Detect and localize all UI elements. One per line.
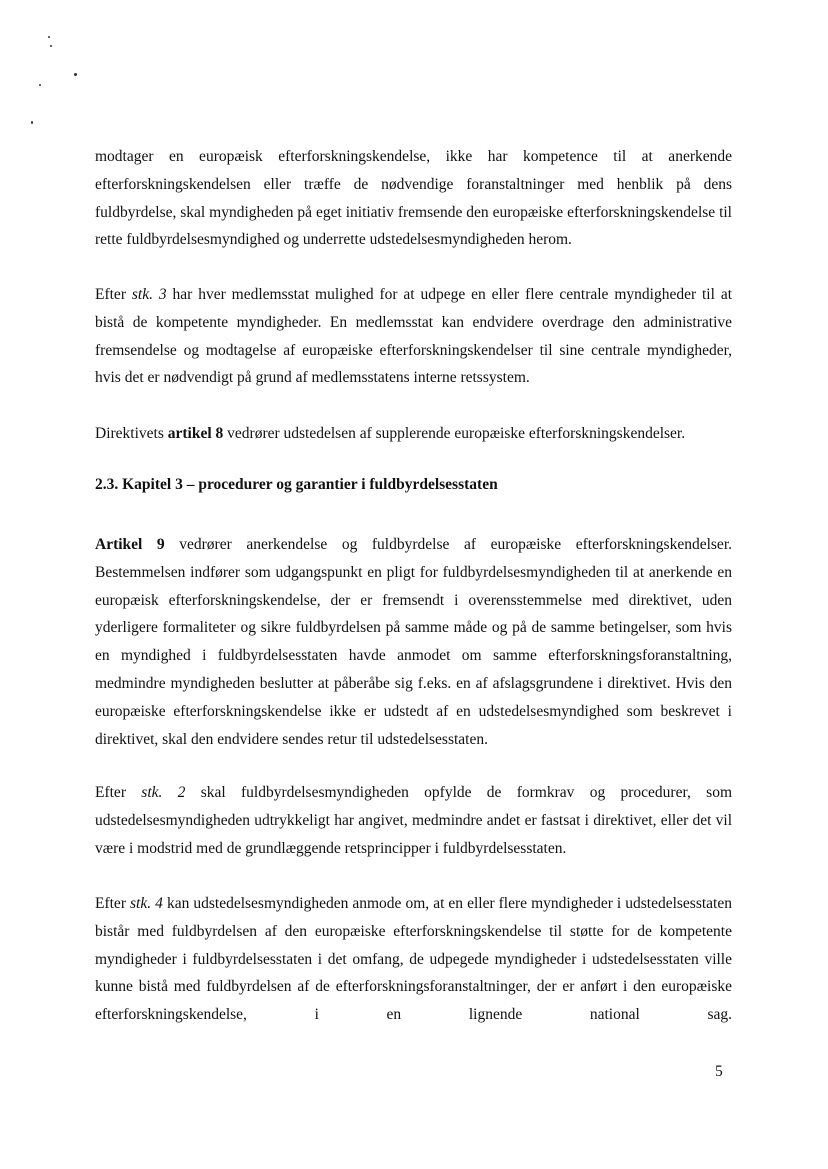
paragraph-text: modtager en europæisk efterforskningskendelse, ikke har kompetence til at anerkende efterforskningskendelsen eller træffe de nødvendige foranstaltninger med henblik på dens fuldbyrdelse, skal myndigheden på eget initiativ fremsende den europæiske efterforskningskendelse til rette fuldbyrdelsesmyndighed og underrette udstedelsesmyndigheden herom. xyxy=(95,148,732,249)
paragraph-text xyxy=(95,890,732,1029)
text-run: vedrører udstedelsen af supplerende europæiske efterforskningskendelser. xyxy=(223,425,686,442)
section-heading: 2.3. Kapitel 3 – procedurer og garantier i fuldbyrdelsesstaten xyxy=(95,476,498,493)
stk-reference: stk. 3 xyxy=(131,286,167,303)
text-run: Efter xyxy=(95,784,142,801)
paragraph-stk4 xyxy=(95,890,732,1029)
paragraph-article-8 xyxy=(95,420,732,448)
text-run: skal fuldbyrdelsesmyndigheden opfylde de formkrav og procedurer, som udstedelsesmyndigheden udtrykkeligt har angivet, medmindre andet er fastsat i direktivet, eller det vil være i modstrid med de grundlæggende retsprincipper i fuldbyrdelsesstaten. xyxy=(95,784,732,857)
stk-reference: stk. 2 xyxy=(141,784,186,801)
scan-speck xyxy=(48,36,50,38)
scan-speck xyxy=(74,73,77,76)
scan-speck xyxy=(39,84,41,86)
text-run: kan udstedelsesmyndigheden anmode om, at en eller flere myndigheder i udstedelsesstaten bistår med fuldbyrdelsen af den europæiske efterforskningskendelse til støtte for de kompetente myndigheder i fuldbyrdelsesstaten i det omfang, de udpegede myndigheder i udstedelsesstaten ville kunne bistå med fuldbyrdelsen af de efterforskningsforanstaltninger, der er anført i den europæiske efterforskningskendelse, i en lignende national sag. xyxy=(95,895,732,1024)
paragraph-continuation xyxy=(95,143,732,254)
paragraph-text xyxy=(95,779,732,862)
stk-reference: stk. 4 xyxy=(130,895,163,912)
scan-speck xyxy=(31,121,33,124)
text-run: Direktivets xyxy=(95,425,168,442)
paragraph-stk2 xyxy=(95,779,732,862)
paragraph-stk3 xyxy=(95,281,732,392)
paragraph-text xyxy=(95,420,732,448)
scan-speck xyxy=(50,45,52,47)
article-reference: Artikel 9 xyxy=(95,536,165,553)
text-run: vedrører anerkendelse og fuldbyrdelse af europæiske efterforskningskendelser. Bestemmelsen indfører som udgangspunkt en pligt for fuldbyrdelsesmyndigheden til at anerkende en europæisk efterforskningskendelse, der er fremsendt i overensstemmelse med direktivet, uden yderligere formaliteter og sikre fuldbyrdelsen på samme måde og på de samme betingelser, som hvis en myndighed i fuldbyrdelsesstaten havde anmodet om samme efterforskningsforanstaltning, medmindre myndigheden beslutter at påberåbe sig f.eks. en af afslagsgrundene i direktivet. Hvis den europæiske efterforskningskendelse ikke er udstedt af en udstedelsesmyndighed som beskrevet i direktivet, skal den endvidere sendes retur til udstedelsesstaten. xyxy=(95,536,732,748)
article-reference: artikel 8 xyxy=(167,425,224,442)
page-number: 5 xyxy=(715,1063,723,1080)
text-run: Efter xyxy=(95,895,131,912)
text-run: Efter xyxy=(95,286,132,303)
paragraph-text xyxy=(95,281,732,392)
text-run: har hver medlemsstat mulighed for at udpege en eller flere centrale myndigheder til at bistå de kompetente myndigheder. En medlemsstat kan endvidere overdrage den administrative fremsendelse og modtagelse af europæiske efterforskningskendelser til sine centrale myndigheder, hvis det er nødvendigt på grund af medlemsstatens interne retssystem. xyxy=(95,286,733,387)
paragraph-text xyxy=(95,531,732,753)
paragraph-article-9 xyxy=(95,531,732,753)
